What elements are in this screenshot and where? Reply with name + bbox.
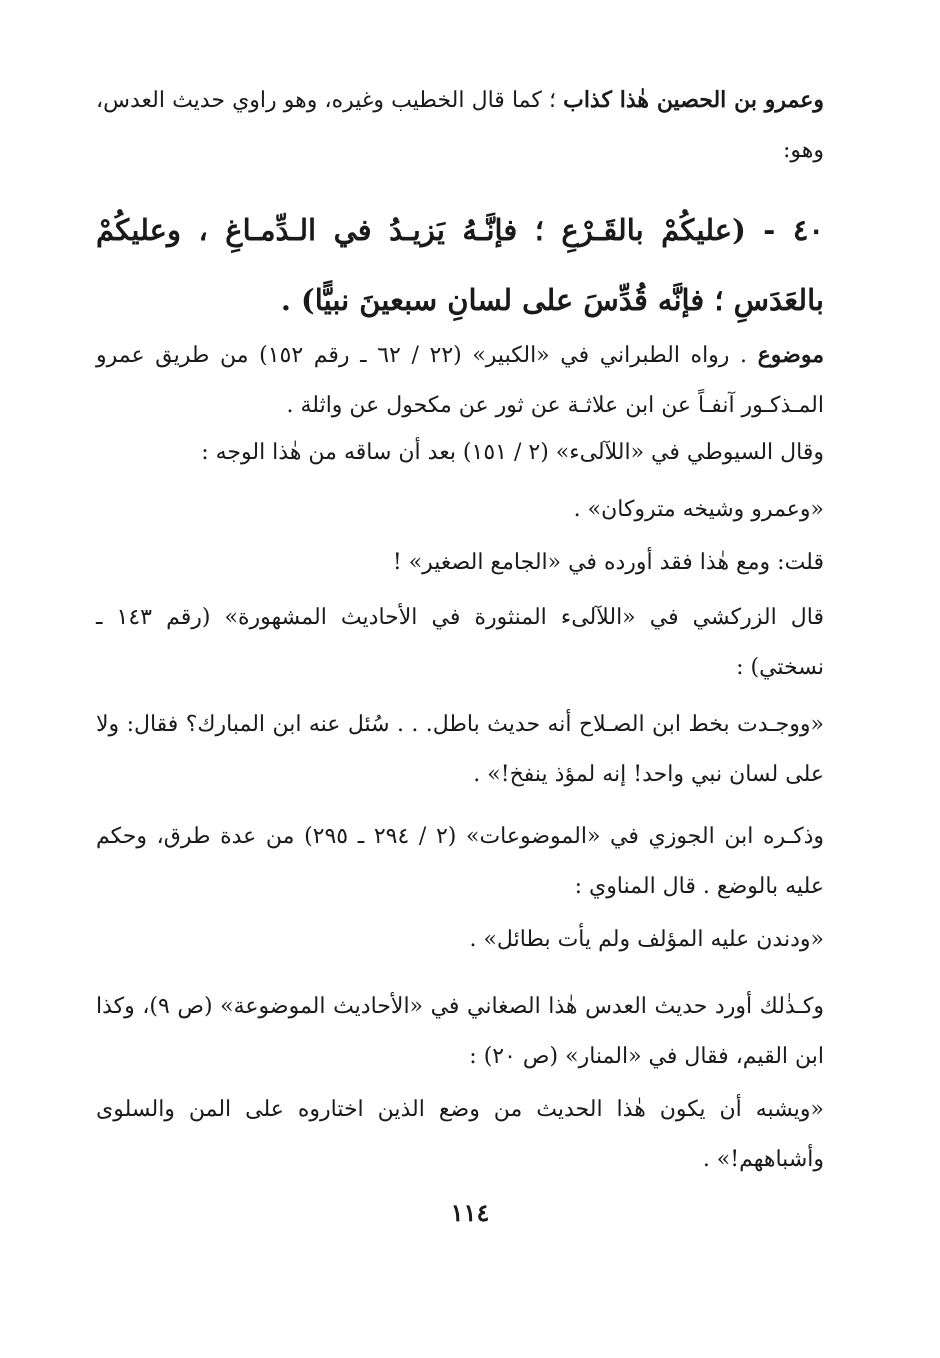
paragraph-ibn-al-jawzi: وذكـره ابن الجوزي في «الموضوعات» (٢ / ٢٩٤ ـ ٢٩٥) من عدة طرق، وحكم عليه بالوضع . قال المناوي : — [96, 824, 824, 899]
quote-suyuti: «وعمرو وشيخه متروكان» . — [573, 497, 824, 522]
hadith-40 — [96, 195, 824, 335]
paragraph-grading — [96, 330, 824, 431]
page-number: ١١٤ — [450, 1198, 490, 1227]
narrator-verdict: وعمرو بن الحصين هٰذا كذاب — [563, 87, 824, 113]
hadith-number: ٤٠ — [792, 213, 824, 247]
paragraph-saghani: وكـذٰلك أورد حديث العدس هٰذا الصغاني في «الأحاديث الموضوعة» (ص ٩)، وكذا ابن القيم، فقال في «المنار» (ص ٢٠) : — [96, 994, 824, 1069]
grading-label: موضوع — [757, 342, 824, 368]
paragraph-text: ؛ كما قال الخطيب وغيره، وهو راوي حديث العدس، وهو: — [96, 88, 824, 163]
paragraph-suyuti: وقال السيوطي في «اللآلىء» (٢ / ١٥١) بعد أن ساقه من هٰذا الوجه : — [201, 440, 824, 465]
paragraph-author-note: قلت: ومع هٰذا فقد أورده في «الجامع الصغير» ! — [392, 550, 824, 575]
paragraph-amr-ibn-al-husayn — [96, 75, 824, 176]
quote-ibn-al-qayyim: «ويشبه أن يكون هٰذا الحديث من وضع الذين اختاروه على المن والسلوى وأشباههم!» . — [96, 1097, 824, 1172]
quote-munawi: «ودندن عليه المؤلف ولم يأت بطائل» . — [469, 927, 824, 952]
hadith-text: - (عليكُمْ بالقَـرْعِ ؛ فإنَّـهُ يَزيـدُ في الـدِّمـاغِ ، وعليكُمْ بالعَدَسِ ؛ فإنَّه قُدِّسَ على لسانِ سبعينَ نبيًّا) . — [96, 213, 824, 317]
paragraph-text: . رواه الطبراني في «الكبير» (٢٢ / ٦٢ ـ رقم ١٥٢) من طريق عمرو المـذكـور آنفـاً عن ابن علاثـة عن ثور عن مكحول عن واثلة . — [96, 343, 824, 418]
quote-ibn-al-salah: «ووجـدت بخط ابن الصـلاح أنه حديث باطل. . . سُئل عنه ابن المبارك؟ فقال: ولا على لسان نبي واحد! إنه لمؤذ ينفخ!» . — [96, 712, 824, 787]
paragraph-zarkashi: قال الزركشي في «اللآلىء المنثورة في الأحاديث المشهورة» (رقم ١٤٣ ـ نسختي) : — [96, 605, 824, 680]
